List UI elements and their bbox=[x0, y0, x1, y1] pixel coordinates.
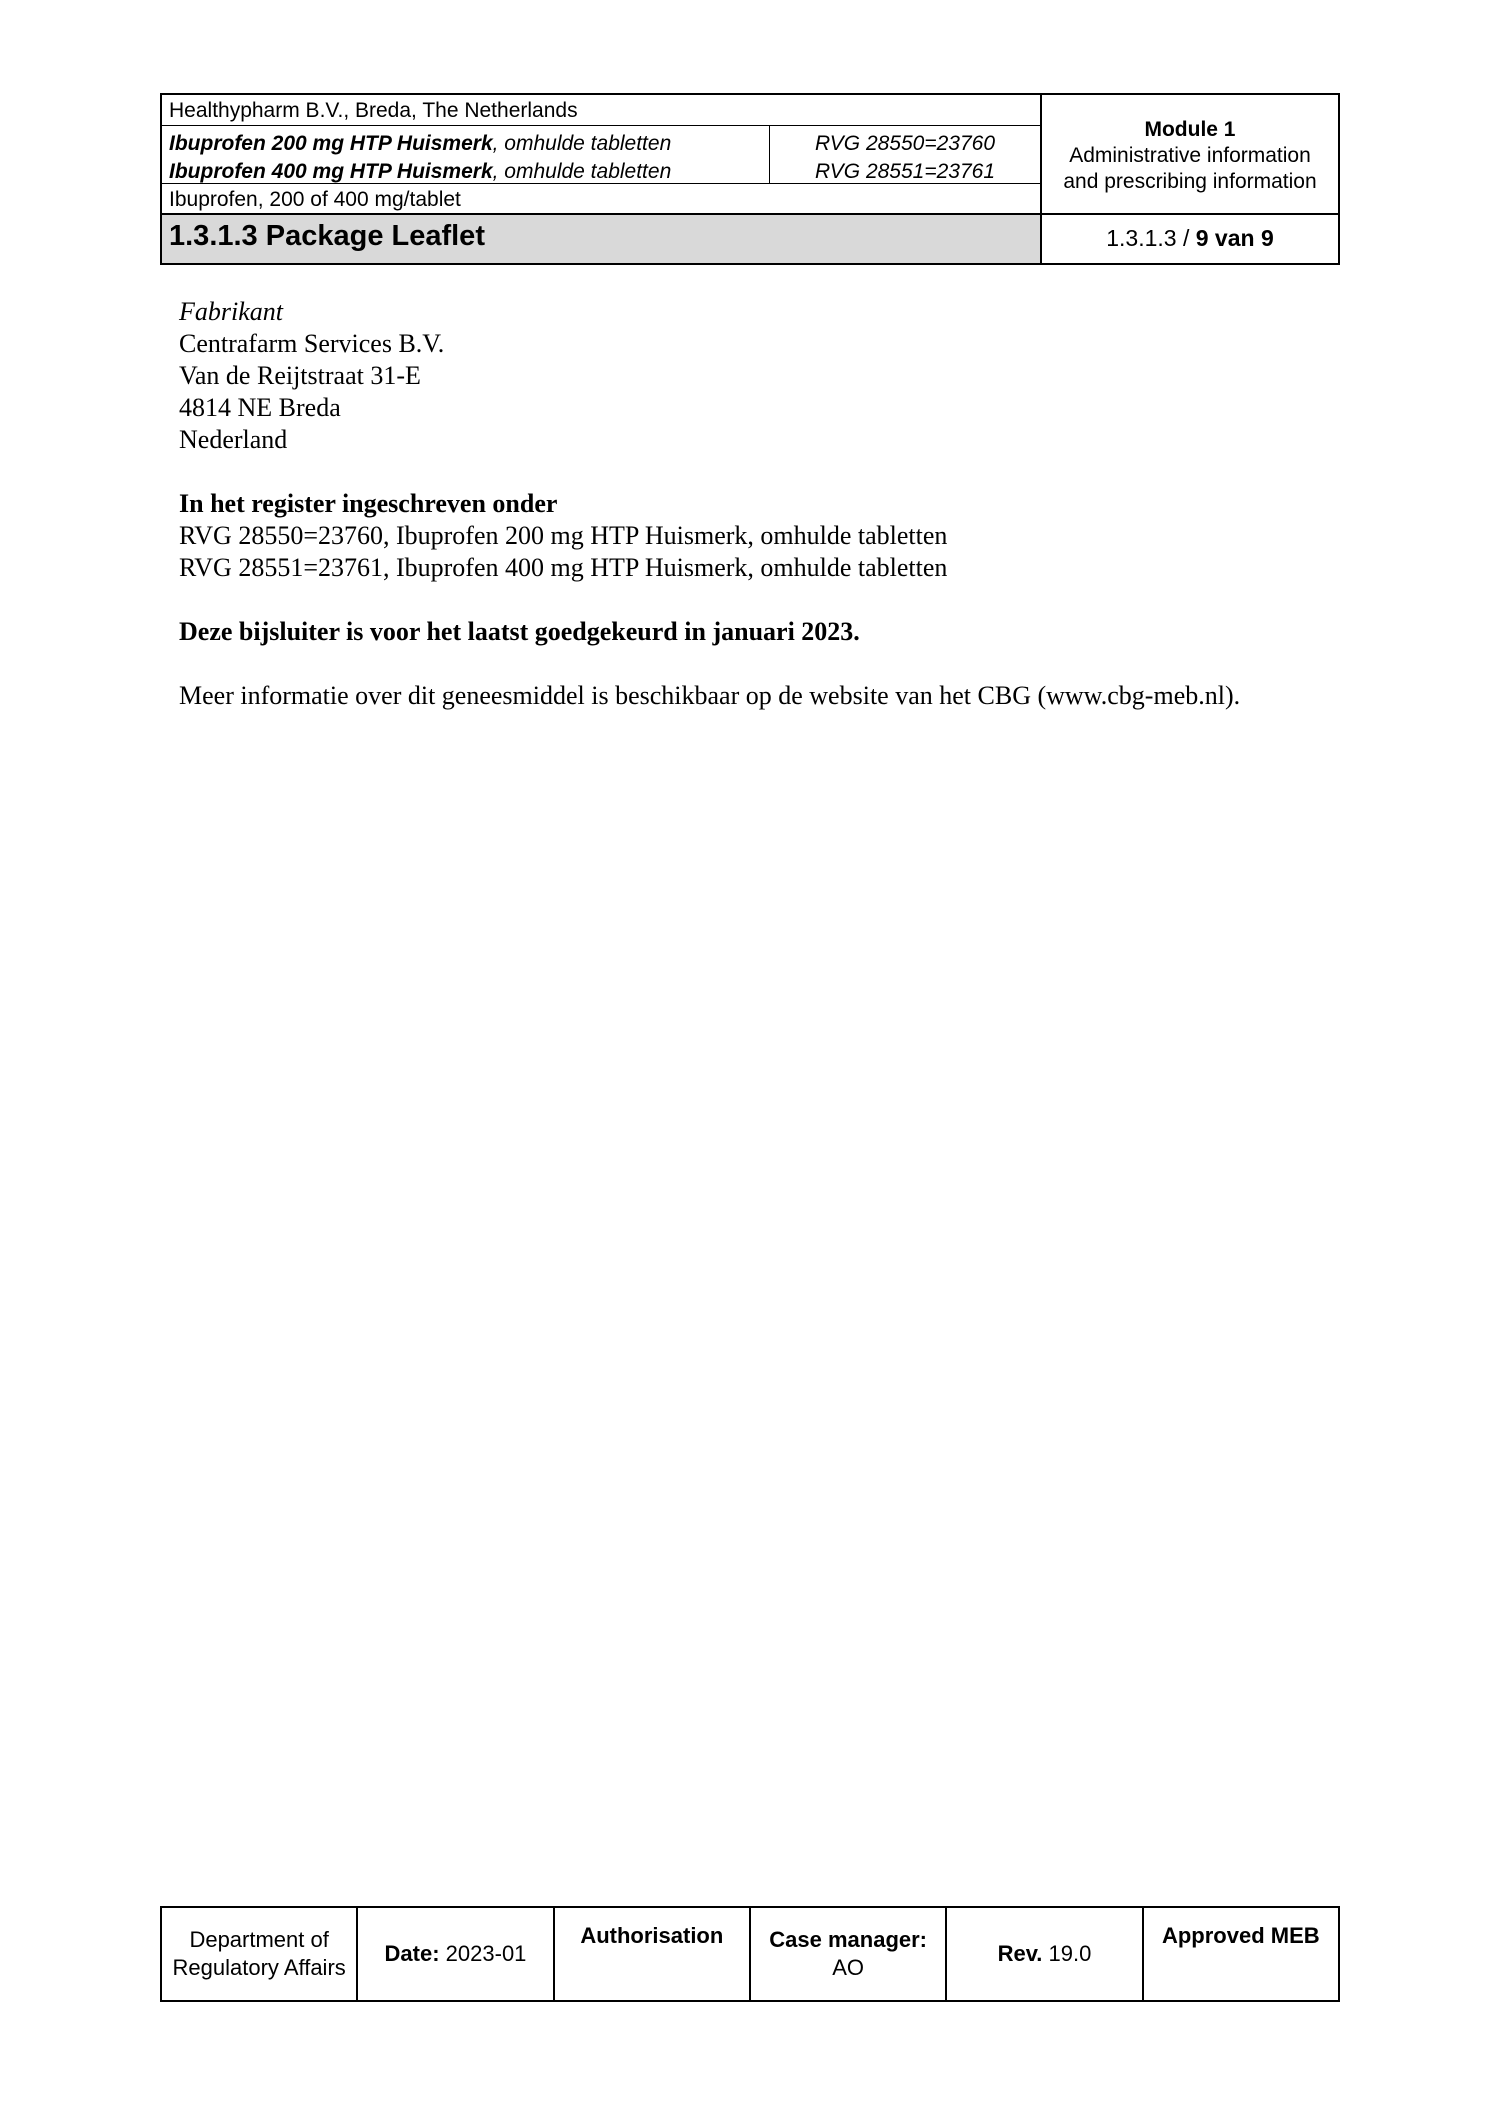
register-line-400: RVG 28551=23761, Ibuprofen 400 mg HTP Huismerk, omhulde tabletten bbox=[179, 553, 948, 582]
document-footer-table bbox=[160, 1906, 1340, 2002]
module-title: Module 1 bbox=[1144, 118, 1236, 141]
product-names bbox=[162, 126, 770, 184]
page-indicator: 1.3.1.3 / 9 van 9 bbox=[1106, 225, 1274, 251]
department-line-1: Department of bbox=[189, 1927, 329, 1952]
department-line-2: Regulatory Affairs bbox=[172, 1955, 346, 1980]
manufacturer-city: 4814 NE Breda bbox=[179, 393, 341, 422]
product-line-200: Ibuprofen 200 mg HTP Huismerk, omhulde tabletten bbox=[169, 132, 672, 155]
approval-statement: Deze bijsluiter is voor het laatst goedgekeurd in januari 2023. bbox=[179, 617, 860, 646]
manufacturer-street: Van de Reijtstraat 31-E bbox=[179, 361, 421, 390]
company-name: Healthypharm B.V., Breda, The Netherlands bbox=[162, 95, 1042, 126]
rev-label: Rev. bbox=[997, 1941, 1043, 1966]
leaflet-body bbox=[179, 296, 1339, 712]
footer-authorisation bbox=[555, 1908, 751, 2000]
date-value: 2023-01 bbox=[439, 1941, 527, 1966]
manufacturer-country: Nederland bbox=[179, 425, 288, 454]
register-line-200: RVG 28550=23760, Ibuprofen 200 mg HTP Huismerk, omhulde tabletten bbox=[179, 521, 948, 550]
more-info-statement: Meer informatie over dit geneesmiddel is beschikbaar op de website van het CBG (www.cbg-meb.nl). bbox=[179, 681, 1241, 710]
footer-case-manager bbox=[751, 1908, 947, 2000]
module-line-1: Administrative information bbox=[1069, 144, 1311, 167]
module-line-2: and prescribing information bbox=[1063, 170, 1317, 193]
footer-approved bbox=[1144, 1908, 1338, 2000]
case-manager-value: AO bbox=[832, 1955, 865, 1980]
section-title: 1.3.1.3 Package Leaflet bbox=[162, 215, 1042, 263]
document-header-table bbox=[160, 93, 1340, 265]
footer-revision bbox=[947, 1908, 1143, 2000]
approved-label: Approved MEB bbox=[1161, 1923, 1320, 1948]
footer-date bbox=[358, 1908, 554, 2000]
footer-department bbox=[162, 1908, 358, 2000]
rvg-400: RVG 28551=23761 bbox=[814, 160, 996, 183]
product-line-400: Ibuprofen 400 mg HTP Huismerk, omhulde tabletten bbox=[169, 160, 672, 183]
register-heading: In het register ingeschreven onder bbox=[179, 489, 558, 518]
rvg-numbers bbox=[770, 126, 1042, 184]
manufacturer-heading: Fabrikant bbox=[179, 297, 283, 326]
authorisation-label: Authorisation bbox=[580, 1923, 724, 1948]
rev-value: 19.0 bbox=[1042, 1941, 1092, 1966]
module-info bbox=[1042, 95, 1338, 215]
rvg-200: RVG 28550=23760 bbox=[814, 132, 996, 155]
date-label: Date: bbox=[384, 1941, 440, 1966]
case-manager-label: Case manager: bbox=[769, 1927, 928, 1952]
manufacturer-name: Centrafarm Services B.V. bbox=[179, 329, 445, 358]
active-substance: Ibuprofen, 200 of 400 mg/tablet bbox=[162, 184, 1042, 215]
